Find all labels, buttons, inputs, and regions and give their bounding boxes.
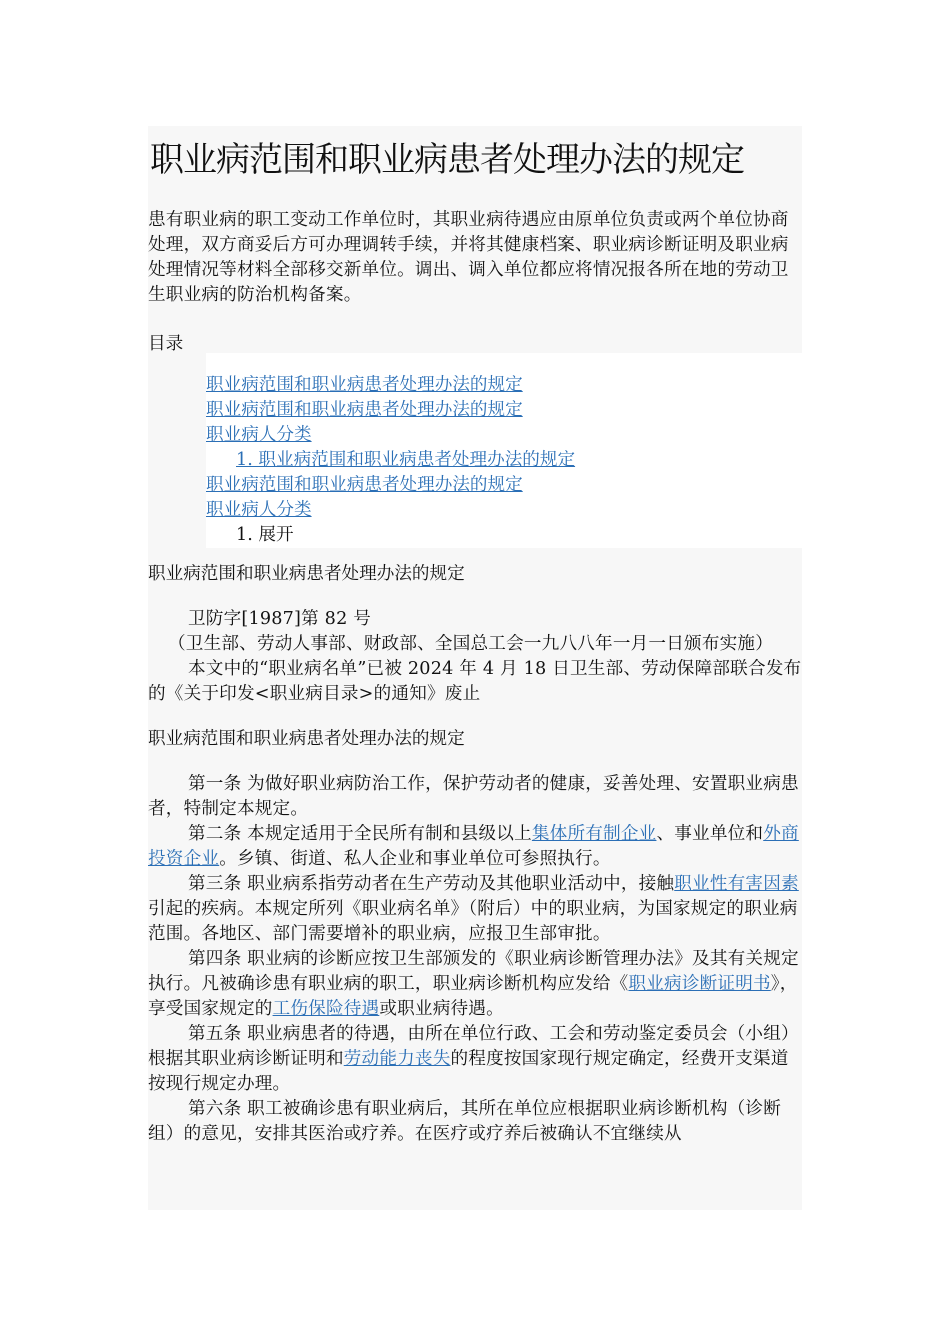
article-6: 第六条 职工被确诊患有职业病后，其所在单位应根据职业病诊断机构（诊断组）的意见，安排其医治或疗养。在医疗或疗养后被确认不宜继续从 [148, 1099, 781, 1144]
issuers-line: （卫生部、劳动人事部、财政部、全国总工会一九八八年一月一日颁布实施） [168, 634, 773, 654]
article-3: 第三条 职业病系指劳动者在生产劳动及其他职业活动中，接触职业性有害因素引起的疾病。本规定所列《职业病名单》（附后）中的职业病，为国家规定的职业病范围。各地区、部门需要增补的职业病，应报卫生部审批。 [148, 874, 799, 944]
table-of-contents [206, 353, 802, 548]
toc-link-3[interactable]: 职业病人分类 [206, 425, 312, 445]
link-diagnosis-certificate[interactable]: 职业病诊断证明书 [628, 974, 771, 994]
toc-link-5[interactable]: 职业病范围和职业病患者处理办法的规定 [206, 475, 523, 495]
article-5: 第五条 职业病患者的待遇，由所在单位行政、工会和劳动鉴定委员会（小组）根据其职业病诊断证明和劳动能力丧失的程度按国家现行规定确定，经费开支渠道按现行规定办理。 [148, 1024, 799, 1094]
link-collective-enterprise[interactable]: 集体所有制企业 [531, 824, 657, 844]
toc-expand[interactable]: 1. 展开 [236, 525, 294, 545]
toc-link-4[interactable]: 1. 职业病范围和职业病患者处理办法的规定 [236, 450, 576, 470]
link-occupational-hazard[interactable]: 职业性有害因素 [674, 874, 799, 894]
link-work-capacity-loss[interactable]: 劳动能力丧失 [343, 1049, 451, 1069]
document-content [148, 126, 802, 1210]
article-1: 第一条 为做好职业病防治工作，保护劳动者的健康，妥善处理、安置职业病患者，特制定本规定。 [148, 774, 799, 819]
toc-label: 目录 [148, 334, 184, 354]
repeal-note: 本文中的“职业病名单”已被 2024 年 4 月 18 日卫生部、劳动保障部联合发布的《关于印发<职业病目录>的通知》废止 [148, 659, 802, 704]
article-2: 第二条 本规定适用于全民所有制和县级以上集体所有制企业、事业单位和外商投资企业。乡镇、街道、私人企业和事业单位可参照执行。 [148, 824, 799, 869]
toc-link-6[interactable]: 职业病人分类 [206, 500, 312, 520]
lead-paragraph: 患有职业病的职工变动工作单位时，其职业病待遇应由原单位负责或两个单位协商处理，双方商妥后方可办理调转手续，并将其健康档案、职业病诊断证明及职业病处理情况等材料全部移交新单位。调出、调入单位都应将情况报各所在地的劳动卫生职业病的防治机构备案。 [148, 210, 789, 305]
section-heading-1: 职业病范围和职业病患者处理办法的规定 [148, 564, 465, 584]
article-4: 第四条 职业病的诊断应按卫生部颁发的《职业病诊断管理办法》及其有关规定执行。凡被确诊患有职业病的职工，职业病诊断机构应发给《职业病诊断证明书》，享受国家规定的工伤保险待遇或职业病待遇。 [148, 949, 799, 1019]
document-number: 卫防字[1987]第 82 号 [188, 609, 372, 629]
link-injury-insurance[interactable]: 工伤保险待遇 [272, 999, 380, 1019]
link-foreign-investment-enterprise[interactable]: 外商投资企业 [148, 824, 799, 869]
toc-link-1[interactable]: 职业病范围和职业病患者处理办法的规定 [206, 375, 523, 395]
toc-link-2[interactable]: 职业病范围和职业病患者处理办法的规定 [206, 400, 523, 420]
page-title: 职业病范围和职业病患者处理办法的规定 [150, 140, 744, 180]
section-heading-2: 职业病范围和职业病患者处理办法的规定 [148, 729, 465, 749]
